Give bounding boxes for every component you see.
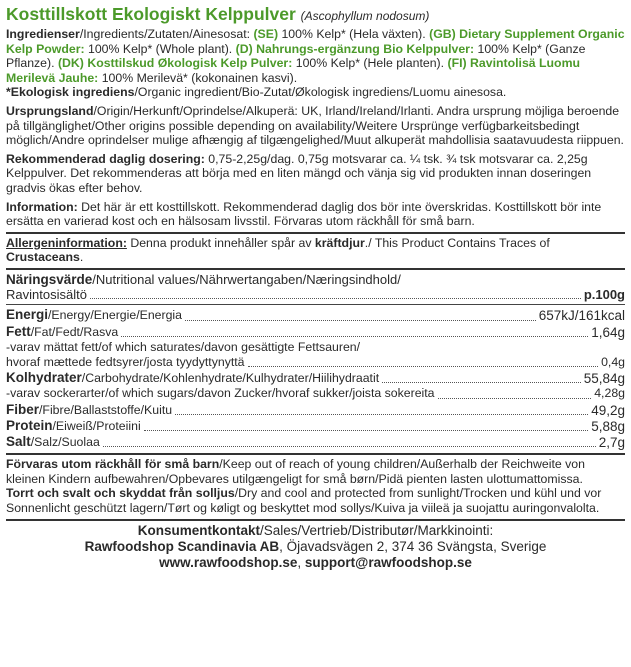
allergen-crustacean-en: Crustaceans bbox=[6, 250, 80, 265]
nutrition-row bbox=[6, 386, 625, 401]
dosage-section bbox=[6, 152, 625, 196]
nutrient-name-translations: hvoraf mættede fedtsyrer/josta tyydyttynyttä bbox=[6, 354, 245, 369]
nutrient-name-primary: Salt bbox=[6, 433, 31, 449]
nutrient-name-translations: /Salz/Suolaa bbox=[30, 434, 100, 449]
storage-section bbox=[6, 457, 625, 515]
allergen-text-3: . bbox=[79, 250, 84, 265]
information-section bbox=[6, 200, 625, 229]
ingredients-fi: 100% Merilevä* (kokonainen kasvi). bbox=[98, 70, 298, 85]
nutrient-name-primary: Protein bbox=[6, 417, 53, 433]
dot-leader bbox=[121, 335, 588, 337]
ingredients-heading: Ingredienser bbox=[6, 27, 80, 41]
nutrient-value: 2,7g bbox=[598, 434, 625, 450]
ingredients-gb: 100% Kelp* (Whole plant). bbox=[84, 41, 236, 56]
nutrition-heading-fi: Ravintosisältö bbox=[6, 287, 87, 303]
dot-leader bbox=[438, 397, 592, 399]
nutrient-name-primary: Fiber bbox=[6, 401, 40, 417]
nutrition-row bbox=[6, 370, 625, 386]
nutrition-per-row bbox=[6, 287, 625, 302]
nutrient-name-translations: /Energy/Energie/Energia bbox=[48, 308, 182, 323]
origin-text: /Origin/Herkunft/Oprindelse/Alkuperä: UK, Irland/Ireland/Irlanti. Andra ursprung möjliga beroende på tillgänglighet/Other origins possible depending on availability/Weitere Ursprünge verfügbarkeitsbedingt möglich/Andre oprindelser mulige afhængig af tilgængelighed/Muut alkuperät mahdollisia saatavuudesta riippuen. bbox=[6, 103, 624, 148]
nutrition-rows bbox=[6, 307, 625, 450]
nutrient-name bbox=[6, 324, 118, 340]
divider bbox=[6, 304, 625, 305]
ingredients-heading-translations: /Ingredients/Zutaten/Ainesosat: bbox=[79, 27, 254, 41]
product-title-main: Kosttillskott Ekologiskt Kelppulver bbox=[6, 4, 296, 24]
dosage-text: 0,75-2,25g/dag. 0,75g motsvarar ca. ¼ tsk. ¾ tsk motsvarar ca. 2,25g Kelppulver. Det rekommenderas att börja med en liten mängd och vänja sig vid produkten innan doseringen gradvis ökas efter behov. bbox=[6, 151, 592, 195]
ingredients-se: 100% Kelp* (Hela växten). bbox=[278, 27, 430, 41]
contact-heading-translations: /Sales/Vertrieb/Distributør/Markkinointi: bbox=[259, 522, 494, 538]
contact-section bbox=[6, 523, 625, 571]
dosage-heading: Rekommenderad daglig dosering: bbox=[6, 151, 205, 166]
nutrient-name bbox=[6, 307, 182, 323]
email-link[interactable]: support@rawfoodshop.se bbox=[304, 554, 472, 570]
nutrient-value: 49,2g bbox=[591, 402, 625, 418]
ingredients-de: 100% Kelp* (Ganze Pflanze). bbox=[6, 41, 586, 71]
latin-name: (Ascophyllum nodosum) bbox=[300, 9, 430, 23]
divider bbox=[6, 232, 625, 234]
nutrient-name-translations: /Carbohydrate/Kohlenhydrate/Kulhydrater/Hiilihydraatit bbox=[81, 371, 380, 386]
contact-web-line bbox=[6, 555, 625, 571]
nutrition-row bbox=[6, 307, 625, 323]
nutrition-row bbox=[6, 340, 625, 355]
per-100g: p.100g bbox=[583, 287, 625, 303]
contact-address-line bbox=[6, 539, 625, 555]
nutrient-name-translations: /Eiweiß/Proteiini bbox=[52, 418, 141, 433]
nutrient-name bbox=[6, 418, 141, 434]
nutrient-name-translations: /Fat/Fedt/Rasva bbox=[30, 324, 119, 339]
nutrition-row bbox=[6, 434, 625, 450]
website-link[interactable]: www.rawfoodshop.se bbox=[159, 554, 298, 570]
nutrition-heading-label: Näringsvärde bbox=[6, 271, 93, 287]
nutrition-row bbox=[6, 324, 625, 340]
divider bbox=[6, 453, 625, 455]
nutrient-value: 55,84g bbox=[583, 371, 625, 387]
nutrient-name bbox=[6, 355, 245, 370]
storage-conditions-heading: Torrt och svalt och skyddat från solljus bbox=[6, 486, 235, 501]
nutrient-value: 1,64g bbox=[591, 324, 625, 340]
nutrition-heading-translations: /Nutritional values/Nährwertangaben/Næringsindhold/ bbox=[92, 271, 401, 287]
contact-heading: Konsumentkontakt bbox=[137, 522, 260, 538]
nutrient-value: 0,4g bbox=[601, 354, 625, 369]
nutrition-row bbox=[6, 402, 625, 418]
dot-leader bbox=[90, 297, 581, 299]
dot-leader bbox=[185, 319, 536, 321]
lang-tag-dk: (DK) Kosttilskud Økologisk Kelp Pulver: bbox=[57, 56, 293, 71]
ingredients-section bbox=[6, 27, 625, 100]
allergen-heading: Allergeninformation: bbox=[6, 235, 127, 250]
nutrient-name bbox=[6, 340, 360, 355]
allergen-text-2: ./ This Product Contains Traces of bbox=[364, 235, 550, 250]
nutrient-name bbox=[6, 386, 435, 401]
storage-children-text: /Keep out of reach of young children/Außerhalb der Reichweite von kleinen Kindern aufbewahren/Opbevares utilgængeligt for små børn/Pidä pienten lasten ulottumattomissa. bbox=[6, 457, 585, 486]
lang-tag-se: (SE) bbox=[253, 27, 279, 41]
organic-note: /Organic ingredient/Bio-Zutat/Økologisk ingrediens/Luomu ainesosa. bbox=[134, 85, 507, 100]
nutrition-row bbox=[6, 418, 625, 434]
dot-leader bbox=[248, 365, 599, 367]
organic-note-heading: *Ekologisk ingrediens bbox=[6, 85, 135, 100]
nutrient-name-translations: -varav mättat fett/of which saturates/davon gesättigte Fettsauren/ bbox=[6, 339, 361, 354]
lang-tag-de: (D) Nahrungs-ergänzung Bio Kelppulver: bbox=[235, 41, 475, 56]
allergen-text-1: Denna produkt innehåller spår av bbox=[126, 235, 315, 250]
nutrition-row bbox=[6, 355, 625, 370]
product-title bbox=[6, 4, 625, 26]
origin-section bbox=[6, 104, 625, 148]
dot-leader bbox=[382, 381, 581, 383]
nutrient-value: 4,28g bbox=[594, 386, 625, 401]
dot-leader bbox=[103, 445, 596, 447]
company-address: , Öjavadsvägen 2, 374 36 Svängsta, Sverige bbox=[279, 538, 547, 554]
divider bbox=[6, 519, 625, 521]
dot-leader bbox=[144, 429, 589, 431]
dot-leader bbox=[175, 413, 588, 415]
nutrient-name-primary: Energi bbox=[6, 307, 49, 323]
nutrient-name bbox=[6, 370, 379, 386]
nutrient-name bbox=[6, 402, 172, 418]
company-name: Rawfoodshop Scandinavia AB bbox=[84, 538, 280, 554]
nutrient-name-primary: Kolhydrater bbox=[6, 370, 82, 386]
allergen-section bbox=[6, 236, 625, 265]
nutrient-name bbox=[6, 434, 100, 450]
information-text: Det här är ett kosttillskott. Rekommenderad daglig dos bör inte överskridas. Kosttillskott bör inte ersätta en varierad kost och en hälsosam livsstil. Förvaras utom räckhåll för små barn. bbox=[6, 199, 602, 229]
contact-heading-line bbox=[6, 523, 625, 539]
ingredients-dk: 100% Kelp* (Hele planten). bbox=[292, 56, 448, 71]
product-label bbox=[6, 4, 625, 571]
nutrient-value: 5,88g bbox=[591, 418, 625, 434]
divider bbox=[6, 268, 625, 270]
storage-conditions-text: /Dry and cool and protected from sunlight/Trocken und kühl und vor Sonnenlicht geschützt lagern/Tørt og køligt og beskyttet mod sollys/Kuiva ja viileä ja suojattu auringonvalolta. bbox=[6, 486, 602, 515]
allergen-crustacean-sv: kräftdjur bbox=[314, 235, 365, 250]
lang-tag-fi: (FI) Ravintolisä Luomu Merilevä Jauhe: bbox=[6, 56, 581, 85]
lang-tag-gb: (GB) Dietary Supplement Organic Kelp Powder: bbox=[6, 27, 625, 56]
nutrient-name-primary: Fett bbox=[6, 323, 31, 339]
storage-children-heading: Förvaras utom räckhåll för små barn bbox=[6, 457, 220, 472]
contact-separator: , bbox=[297, 554, 305, 570]
nutrition-heading bbox=[6, 272, 625, 287]
nutrient-name-translations: /Fibre/Ballaststoffe/Kuitu bbox=[39, 402, 173, 417]
nutrient-name-translations: -varav sockerarter/of which sugars/davon Zucker/hvoraf sukker/joista sokereita bbox=[6, 386, 435, 401]
nutrition-table bbox=[6, 272, 625, 450]
origin-heading: Ursprungsland bbox=[6, 103, 94, 118]
nutrient-value: 657kJ/161kcal bbox=[538, 308, 625, 324]
information-heading: Information: bbox=[6, 199, 78, 214]
